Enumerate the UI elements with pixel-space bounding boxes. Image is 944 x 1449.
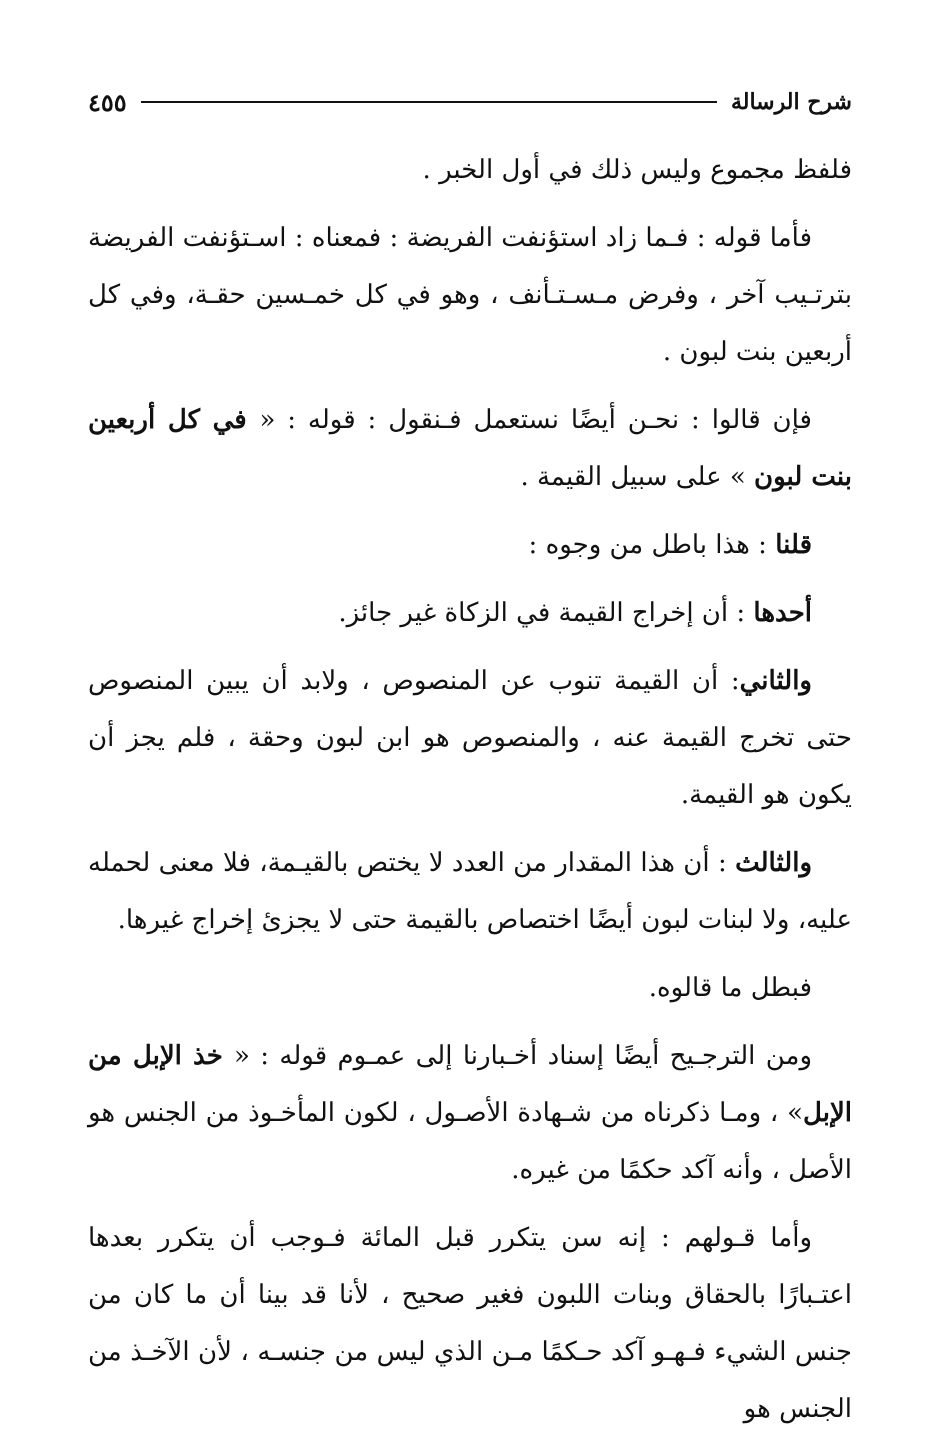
paragraph-text: فلفظ مجموع وليس ذلك في أول الخبر . bbox=[422, 155, 852, 185]
paragraph-tail: : أن هذا المقدار من العدد لا يختص بالقيـمة، فلا معنى لحمله عليه، ولا لبنات لبون أيضًا اختصاص بالقيمة حتى لا يجزئ إخراج غيرها. bbox=[88, 848, 852, 935]
paragraph bbox=[88, 517, 852, 574]
body-text bbox=[88, 142, 852, 1449]
paragraph-lead: فإن قالوا : نحـن أيضًا نستعمل فـنقول : قوله : « bbox=[259, 405, 812, 435]
paragraph bbox=[88, 392, 852, 506]
paragraph bbox=[88, 210, 852, 381]
paragraph-keyword: أحدها bbox=[753, 598, 812, 628]
paragraph-keyword: والثاني bbox=[739, 666, 812, 696]
paragraph-tail: » على سبيل القيمة . bbox=[520, 462, 755, 492]
paragraph-tail: » ، ومـا ذكرناه من شـهادة الأصـول ، لكون المأخـوذ من الجنس هو الأصل ، وأنه آكد حكمًا من غيره. bbox=[88, 1098, 852, 1185]
paragraph-keyword: قلنا bbox=[775, 530, 812, 560]
quoted-hadith: خذ الإبل من الإبل bbox=[88, 1041, 852, 1128]
paragraph bbox=[88, 1028, 852, 1199]
book-title: شرح الرسالة bbox=[730, 89, 852, 115]
paragraph-keyword: والثالث bbox=[735, 848, 812, 878]
header-rule bbox=[141, 101, 717, 103]
paragraph bbox=[88, 960, 852, 1017]
paragraph bbox=[88, 835, 852, 949]
quoted-hadith: في كل أربعين بنت لبون bbox=[88, 405, 852, 492]
paragraph bbox=[88, 585, 852, 642]
paragraph-text: فأما قوله : فـما زاد استؤنفت الفريضة : فمعناه : اسـتؤنفت الفريضة بترتـيب آخر ، وفرض مـسـتـأنف ، وهو في كل خمـسين حقـة، وفي كل أربعين بنت لبون . bbox=[88, 223, 852, 367]
paragraph bbox=[88, 1210, 852, 1438]
page-number: ٤٥٥ bbox=[88, 87, 127, 117]
paragraph-text: وأما قـولهم : إنه سن يتكرر قبل المائة فـوجب أن يتكرر بعدها اعتـبارًا بالحقاق وبنات اللبون فغير صحيح ، لأنا قد بينا أن ما كان من جنس الشيء فـهـو آكد حـكمًا مـن الذي ليس من جنسـه ، لأن الآخـذ من الجنس هو bbox=[88, 1223, 852, 1424]
paragraph bbox=[88, 653, 852, 824]
running-header bbox=[88, 82, 852, 122]
paragraph bbox=[88, 142, 852, 199]
paragraph-tail: : هذا باطل من وجوه : bbox=[528, 530, 776, 560]
paragraph-text: فبطل ما قالوه. bbox=[648, 973, 812, 1003]
paragraph-tail: : أن القيمة تنوب عن المنصوص ، ولابد أن يبين المنصوص حتى تخرج القيمة عنه ، والمنصوص هو ابن لبون وحقة ، فلم يجز أن يكون هو القيمة. bbox=[88, 666, 852, 810]
paragraph-lead: ومن الترجـيح أيضًا إسناد أخـبارنا إلى عمـوم قوله : « bbox=[233, 1041, 813, 1071]
paragraph-tail: : أن إخراج القيمة في الزكاة غير جائز. bbox=[338, 598, 754, 628]
